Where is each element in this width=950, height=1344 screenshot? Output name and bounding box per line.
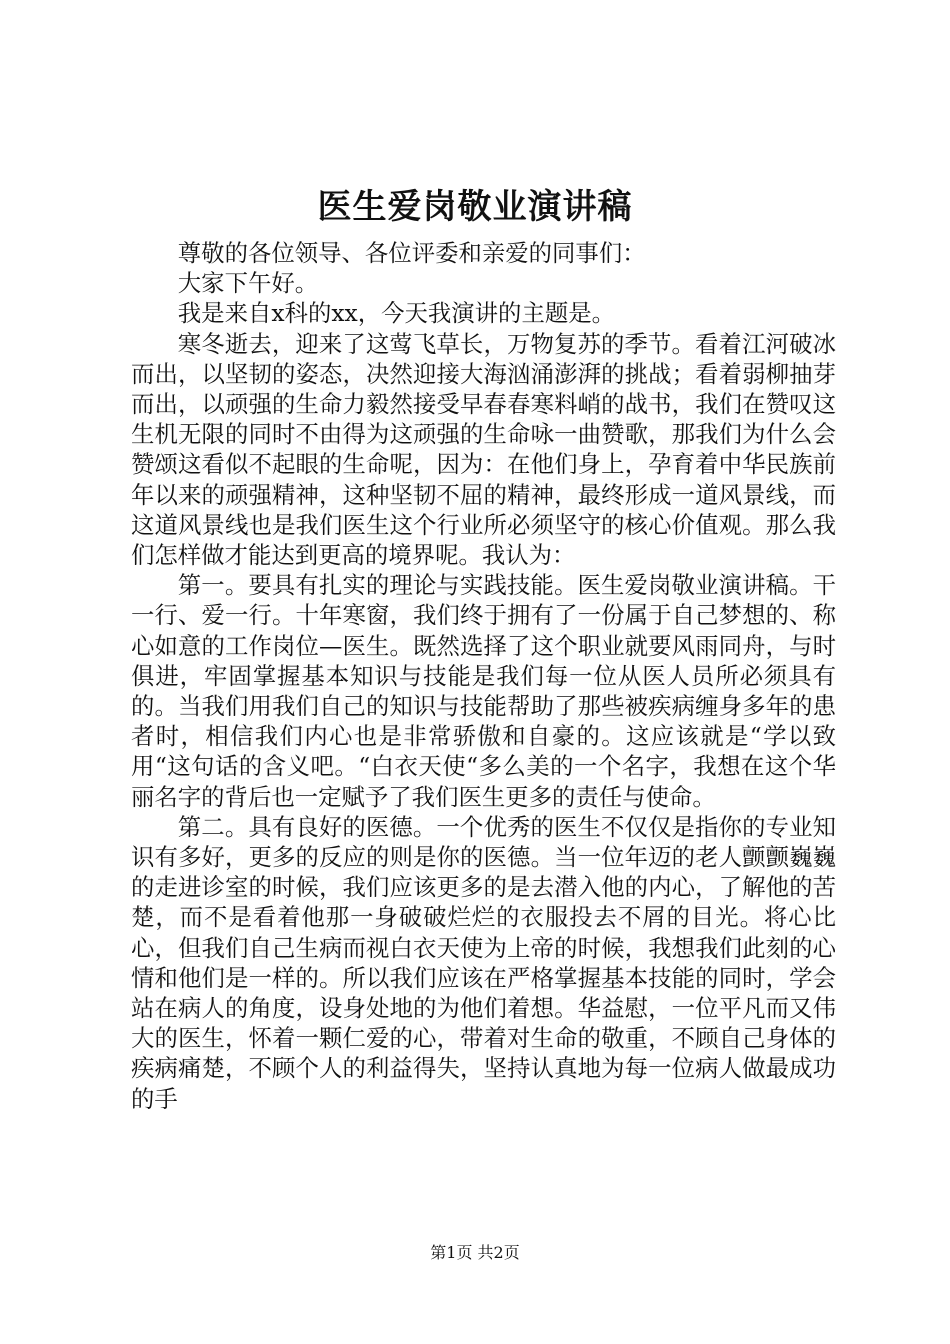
paragraph-greeting: 大家下午好。: [177, 269, 319, 298]
document-title: 医生爱岗敬业演讲稿: [317, 187, 633, 227]
page-number-footer: 第1页 共2页: [430, 1243, 520, 1262]
paragraph-introduction: 我是来自x科的xx，今天我演讲的主题是。: [177, 299, 616, 328]
paragraph-opening: 寒冬逝去，迎来了这莺飞草长，万物复苏的季节。看着江河破冰而出，以坚韧的姿态，决然迎接大海汹涌澎湃的挑战；看着弱柳抽芽而出，以顽强的生命力毅然接受早春春寒料峭的战书，我们在赞叹这生机无限的同时不由得为这顽强的生命咏一曲赞歌，那我们为什么会赞颂这看似不起眼的生命呢，因为：在他们身上，孕育着中华民族前年以来的顽强精神，这种坚韧不屈的精神，最终形成一道风景线，而这道风景线也是我们医生这个行业所必须坚守的核心价值观。那么我们怎样做才能达到更高的境界呢。我认为：: [131, 329, 836, 570]
paragraph-salutation: 尊敬的各位领导、各位评委和亲爱的同事们：: [177, 239, 646, 267]
document-body: [131, 238, 836, 1114]
paragraph-point-two: 第二。具有良好的医德。一个优秀的医生不仅仅是指你的专业知识有多好，更多的反应的则是你的医德。当一位年迈的老人颤颤巍巍的走进诊室的时候，我们应该更多的是去潜入他的内心，了解他的苦楚，而不是看着他那一身破破烂烂的衣服投去不屑的目光。将心比心，但我们自己生病而视白衣天使为上帝的时候，我想我们此刻的心情和他们是一样的。所以我们应该在严格掌握基本技能的同时，学会站在病人的角度，设身处地的为他们着想。华益慰，一位平凡而又伟大的医生，怀着一颗仁爱的心，带着对生命的敬重，不顾自己身体的疾病痛楚，不顾个人的利益得失，坚持认真地为每一位病人做最成功的手: [131, 812, 836, 1113]
paragraph-point-one: 第一。要具有扎实的理论与实践技能。医生爱岗敬业演讲稿。干一行、爱一行。十年寒窗，我们终于拥有了一份属于自己梦想的、称心如意的工作岗位—医生。既然选择了这个职业就要风雨同舟，与时俱进，牢固掌握基本知识与技能是我们每一位从医人员所必须具有的。当我们用我们自己的知识与技能帮助了那些被疾病缠身多年的患者时，相信我们内心也是非常骄傲和自豪的。这应该就是“学以致用“这句话的含义吧。“白衣天使“多么美的一个名字，我想在这个华丽名字的背后也一定赋予了我们医生更多的责任与使命。: [131, 571, 836, 811]
